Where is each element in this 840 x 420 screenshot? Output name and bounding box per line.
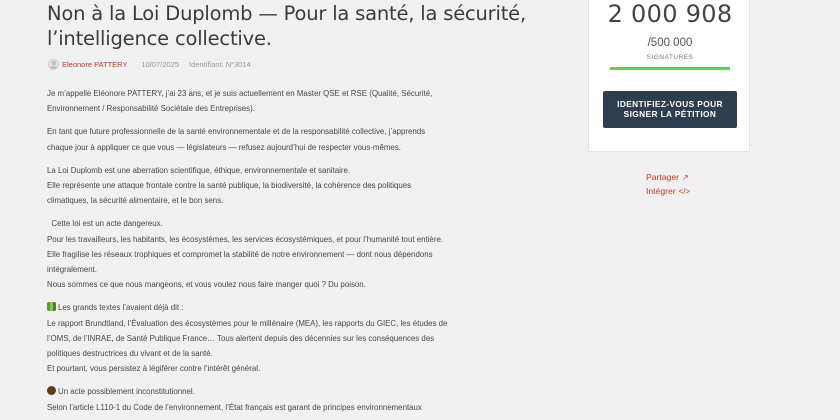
text-line: En tant que future professionnelle de la santé environnementale et de la responsabilité collective, j’apprends (47, 127, 426, 137)
text-line (47, 300, 517, 315)
signature-card (588, 0, 750, 152)
text-line: politiques destructrices du vivant et de la santé. (47, 349, 213, 359)
books-emoji-icon (47, 302, 56, 311)
text-line: Environnement / Responsabilité Sociétale des Entreprises). (47, 104, 255, 114)
text-line: climatiques, la sécurité alimentaire, et le bon sens. (47, 196, 224, 206)
embed-link[interactable] (646, 186, 690, 196)
paragraph-4 (47, 216, 517, 292)
text-line: La Loi Duplomb est une aberration scientifique, éthique, environnementale et sanitaire. (47, 165, 351, 175)
paragraph-6-heading: Un acte possiblement inconstitutionnel. (58, 387, 195, 397)
text-line: Cette loi est un acte dangereux. (47, 219, 163, 229)
text-line: Pour les travailleurs, les habitants, les écosystèmes, les services écosystémiques, et pour l’humanité tout entière. (47, 234, 444, 244)
petition-identifier: Identifiant: N°3014 (189, 59, 251, 69)
signature-progress-fill (610, 67, 730, 70)
title-line-2: l’intelligence collective. (47, 27, 272, 50)
petition-sidebar (588, 0, 840, 420)
paragraph-2 (47, 124, 517, 154)
text-line: Elle représente une attaque frontale contre la santé publique, la biodiversité, la cohérence des politiques (47, 181, 412, 191)
embed-label: Intégrer (646, 186, 676, 196)
signature-count: 2 000 908 (607, 0, 733, 28)
signature-progress-bar (610, 67, 730, 70)
paragraph-1 (47, 86, 517, 116)
cta-line-2: SIGNER LA PÉTITION (623, 109, 717, 119)
text-line: Je m’appelle Eléonore PATTERY, j’ai 23 ans, et je suis actuellement en Master QSE et RSE (Qualité, Sécurité, (47, 89, 433, 98)
share-link[interactable] (646, 172, 689, 182)
sign-petition-button[interactable] (603, 91, 737, 128)
share-arrow-icon: ↗ (681, 173, 689, 182)
text-line: Et pourtant, vous persistez à légiférer contre l’intérêt général. (47, 364, 261, 374)
paragraph-5-heading: Les grands textes l’avaient déjà dit : (58, 303, 184, 313)
signatures-label: SIGNATURES (646, 54, 694, 61)
petition-date: 10/07/2025 (141, 59, 179, 69)
author-link[interactable]: Eleonore PATTERY (62, 59, 128, 69)
text-line: intégralement. (47, 265, 98, 275)
petition-title (47, 1, 567, 51)
text-line: chaque jour à appliquer ce que vous — législateurs — refusez aujourd’hui de respecter vous-mêmes. (47, 142, 401, 152)
petition-meta (48, 57, 251, 71)
text-line: Nous sommes ce que nous mangeons, et vous voulez nous faire manger quoi ? Du poison. (47, 280, 366, 290)
title-line-1: Non à la Loi Duplomb — Pour la santé, la sécurité, (47, 2, 526, 25)
petition-body (47, 86, 517, 420)
text-line: Selon l’article L110-1 du Code de l’environnement, l’État français est garant de principes environnementaux (47, 402, 422, 412)
signature-goal: /500 000 (647, 37, 693, 49)
text-line (47, 384, 517, 399)
paragraph-6 (47, 384, 517, 414)
share-label: Partager (646, 172, 679, 182)
code-icon: </> (678, 187, 691, 196)
text-line: Elle fragilise les réseaux trophiques et compromet la stabilité de notre environnement — dont nous dépendons (47, 249, 433, 259)
judge-emoji-icon (47, 386, 56, 395)
paragraph-3 (47, 163, 517, 209)
text-line: Le rapport Brundtland, l’Évaluation des écosystèmes pour le millénaire (MEA), les rapports du GIEC, les études de (47, 318, 448, 328)
paragraph-5 (47, 300, 517, 376)
author-avatar-icon (48, 59, 59, 70)
cta-line-1: IDENTIFIEZ-VOUS POUR (617, 99, 723, 109)
text-line: l’OMS, de l’INRAE, de Santé Publique France… Tous alertent depuis des décennies sur les conséquences des (47, 333, 435, 343)
